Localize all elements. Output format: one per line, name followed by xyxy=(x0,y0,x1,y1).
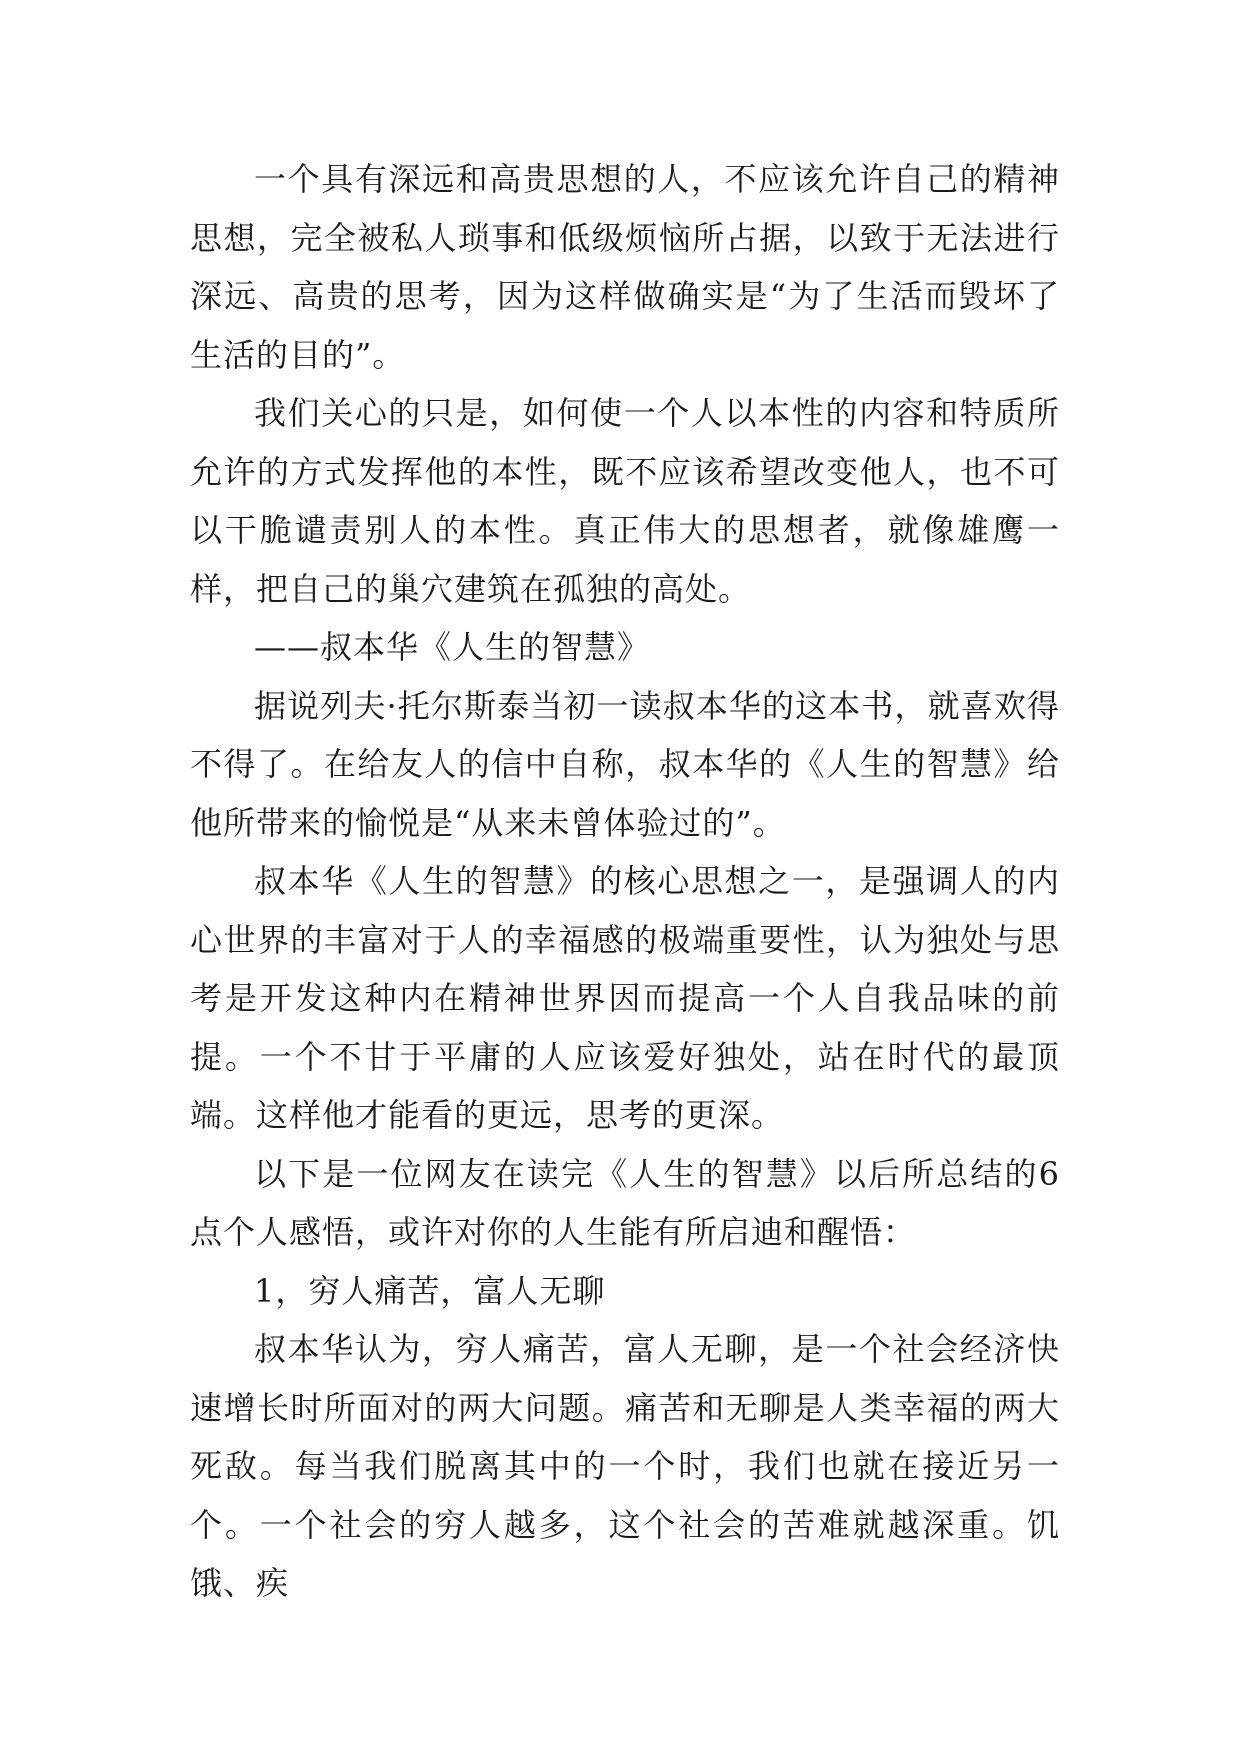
paragraph-1: 一个具有深远和高贵思想的人，不应该允许自己的精神思想，完全被私人琐事和低级烦恼所占据，以致于无法进行深远、高贵的思考，因为这样做确实是“为了生活而毁坏了生活的目的”。 xyxy=(190,160,1060,374)
paragraph-2: 我们关心的只是，如何使一个人以本性的内容和特质所允许的方式发挥他的本性，既不应该希望改变他人，也不可以干脆谴责别人的本性。真正伟大的思想者，就像雄鹰一样，把自己的巢穴建筑在孤独的高处。 xyxy=(190,394,1060,608)
paragraph-4: 叔本华《人生的智慧》的核心思想之一，是强调人的内心世界的丰富对于人的幸福感的极端重要性，认为独处与思考是开发这种内在精神世界因而提高一个人自我品味的前提。一个不甘于平庸的人应该爱好独处，站在时代的最顶端。这样他才能看的更远，思考的更深。 xyxy=(190,862,1060,1134)
paragraph-5: 以下是一位网友在读完《人生的智慧》以后所总结的6点个人感悟，或许对你的人生能有所启迪和醒悟： xyxy=(190,1154,1060,1251)
paragraph-6: 叔本华认为，穷人痛苦，富人无聊，是一个社会经济快速增长时所面对的两大问题。痛苦和无聊是人类幸福的两大死敌。每当我们脱离其中的一个时，我们也就在接近另一个。一个社会的穷人越多，这个社会的苦难就越深重。饥饿、疾 xyxy=(190,1330,1060,1602)
section-heading-1: 1，穷人痛苦，富人无聊 xyxy=(254,1271,606,1310)
document-body xyxy=(190,150,1060,1613)
quote-attribution: ——叔本华《人生的智慧》 xyxy=(254,628,651,666)
paragraph-3: 据说列夫·托尔斯泰当初一读叔本华的这本书，就喜欢得不得了。在给友人的信中自称，叔本华的《人生的智慧》给他所带来的愉悦是“从来未曾体验过的”。 xyxy=(190,686,1060,842)
